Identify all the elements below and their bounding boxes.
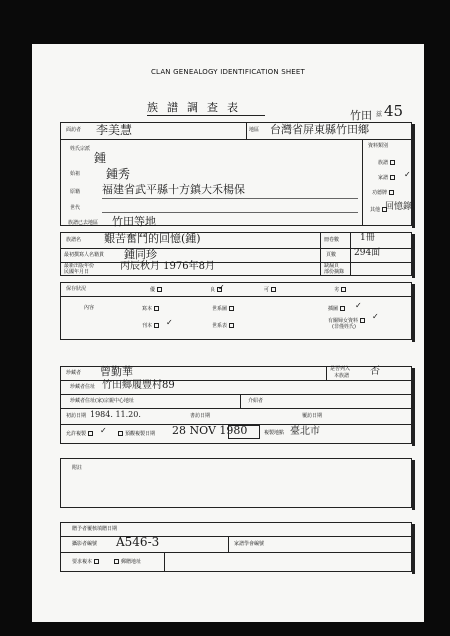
is-owner-label-1: 是否列入: [330, 366, 351, 372]
origin-label: 原籍: [70, 189, 81, 195]
copy-request[interactable]: 要求複本: [72, 559, 99, 565]
film-value: A546-3: [116, 535, 160, 549]
missing-label-2: 部份摘錄: [324, 269, 345, 275]
volumes-value: 1冊: [360, 233, 375, 243]
ancestor-value: 鍾秀: [106, 167, 131, 181]
region-value: 台灣省屏東縣竹田鄉: [270, 123, 369, 136]
checkbox-mail-address[interactable]: [114, 559, 119, 564]
other-value: 回憶錄: [385, 202, 413, 212]
copy-place-label: 複製地點: [264, 430, 285, 436]
checkbox-copy-request[interactable]: [94, 559, 99, 564]
serial-handwritten: 竹田: [350, 109, 372, 122]
section-notes: [60, 458, 412, 508]
category-merit[interactable]: 功德牌: [372, 190, 394, 196]
section-condition: [60, 282, 412, 340]
content-illustration[interactable]: 插圖: [328, 306, 345, 312]
checkbox-merit[interactable]: [389, 190, 394, 195]
content-manuscript[interactable]: 寫本: [142, 306, 159, 312]
collector-value: 曾勤華: [100, 365, 133, 378]
ancestor-label: 始祖: [70, 171, 81, 177]
write-date-label: 書訪日期: [190, 413, 211, 419]
title-value: 艱苦奮鬥的回憶(鍾): [104, 232, 201, 245]
checkmark-fair: ✓: [218, 283, 225, 292]
compiler-label: 最初撰寫人名籍貫: [64, 252, 105, 258]
checkbox-women-info[interactable]: [360, 318, 365, 323]
sheet-title: CLAN GENEALOGY IDENTIFICATION SHEET: [150, 68, 306, 76]
checkmark-printed: ✓: [166, 318, 173, 327]
content-printed[interactable]: 刊本: [142, 323, 159, 329]
form-title: 族譜調查表: [147, 101, 247, 114]
generation-label: 世代: [70, 205, 81, 211]
checkbox-lineage-chart[interactable]: [229, 306, 234, 311]
introducer-label: 介紹者: [248, 398, 264, 404]
title-label: 族譜名: [66, 237, 82, 243]
category-genealogy[interactable]: 族譜: [378, 160, 395, 166]
copy-date: 預觀複製日期: [118, 431, 155, 437]
content-lineage-table[interactable]: 世系表: [212, 323, 234, 329]
condition-good[interactable]: 優: [150, 287, 162, 293]
is-owner-label-2: 本族譜: [334, 373, 350, 379]
copy-date-value: 28 NOV 1980: [172, 424, 248, 437]
checkmark-illustration: ✓: [355, 301, 362, 310]
serial-number: 45: [384, 102, 404, 120]
checkbox-printed[interactable]: [154, 323, 159, 328]
checkmark-copy-permission: ✓: [100, 426, 107, 435]
compiler-value: 鍾同珍: [124, 248, 157, 261]
collector-label: 珍藏者: [66, 370, 82, 376]
condition-poor[interactable]: 劣: [334, 287, 346, 293]
content-women-note: (非僅姓氏): [332, 324, 356, 330]
address-label: 珍藏者住址: [70, 384, 96, 390]
origin-value: 福建省武平縣十方鎮大禾楊保: [102, 183, 245, 196]
residence-value: 竹田等地: [112, 215, 156, 228]
is-owner-value: 否: [370, 366, 380, 377]
condition-ok[interactable]: 可: [264, 287, 276, 293]
note-label: 附註: [72, 465, 83, 471]
checkbox-copy-date[interactable]: [118, 431, 123, 436]
society-label: 家譜學會編號: [234, 541, 265, 547]
film-label: 攝影者編號: [72, 541, 98, 547]
pages-label: 頁數: [326, 252, 337, 258]
checkbox-illustration[interactable]: [340, 306, 345, 311]
checkmark-family-tree: ✓: [404, 170, 411, 179]
checkbox-manuscript[interactable]: [154, 306, 159, 311]
date-label-2: 民國年月日: [64, 269, 90, 275]
owner-label: 面訪者: [66, 127, 82, 133]
visit-date-label: 初訪日期: [66, 413, 87, 419]
checkbox-family-tree[interactable]: [390, 175, 395, 180]
date-label-1: 最新出版年份: [64, 263, 95, 269]
revisit-label: 覆訪日期: [302, 413, 323, 419]
content-label: 內容: [84, 305, 95, 311]
category-family-tree[interactable]: 家譜: [378, 175, 395, 181]
copy-permission[interactable]: 允許複製: [66, 431, 93, 437]
category-other[interactable]: 其他: [370, 207, 387, 213]
pages-value: 294面: [354, 248, 381, 258]
owner-value: 李美慧: [96, 123, 133, 137]
checkbox-good[interactable]: [157, 287, 162, 292]
serial-prefix: 兹: [376, 111, 383, 118]
data-category-label: 資料類別: [368, 143, 389, 149]
checkbox-ok[interactable]: [271, 287, 276, 292]
org-label: 珍藏者住址(家)宗親中心地址: [70, 398, 134, 404]
copy-place-value: 臺北市: [290, 426, 320, 437]
genealogy-sheet: [32, 44, 424, 622]
condition-fair[interactable]: 良: [210, 287, 222, 293]
address-value: 竹田鄉履豐村89: [102, 380, 175, 391]
content-women-info[interactable]: 有關婦女資料: [328, 318, 365, 324]
volumes-label: 冊卷數: [324, 237, 340, 243]
copy-date-stamp-box: [228, 425, 260, 439]
visit-date-value: 1984. 11.20.: [90, 410, 141, 419]
date-value: 丙辰秋月 1976年8月: [120, 261, 215, 272]
missing-label-1: 缺漏頁: [324, 263, 340, 269]
surname-label: 姓氏宗派: [70, 146, 91, 152]
form-title-underline: [147, 115, 265, 116]
checkbox-genealogy[interactable]: [390, 160, 395, 165]
checkmark-women-info: ✓: [372, 312, 379, 321]
checkbox-poor[interactable]: [341, 287, 346, 292]
mail-address: 郵贈地址: [114, 559, 141, 565]
region-label: 地區: [249, 127, 260, 133]
donor-label: 贈予者覆核填贈日期: [72, 526, 118, 532]
content-lineage-chart[interactable]: 世系圖: [212, 306, 234, 312]
condition-label: 保存狀況: [66, 286, 87, 292]
surname-value: 鍾: [94, 151, 107, 165]
residence-label: 族譜已去地區: [68, 220, 99, 226]
checkbox-copy-permission[interactable]: [88, 431, 93, 436]
checkbox-lineage-table[interactable]: [229, 323, 234, 328]
